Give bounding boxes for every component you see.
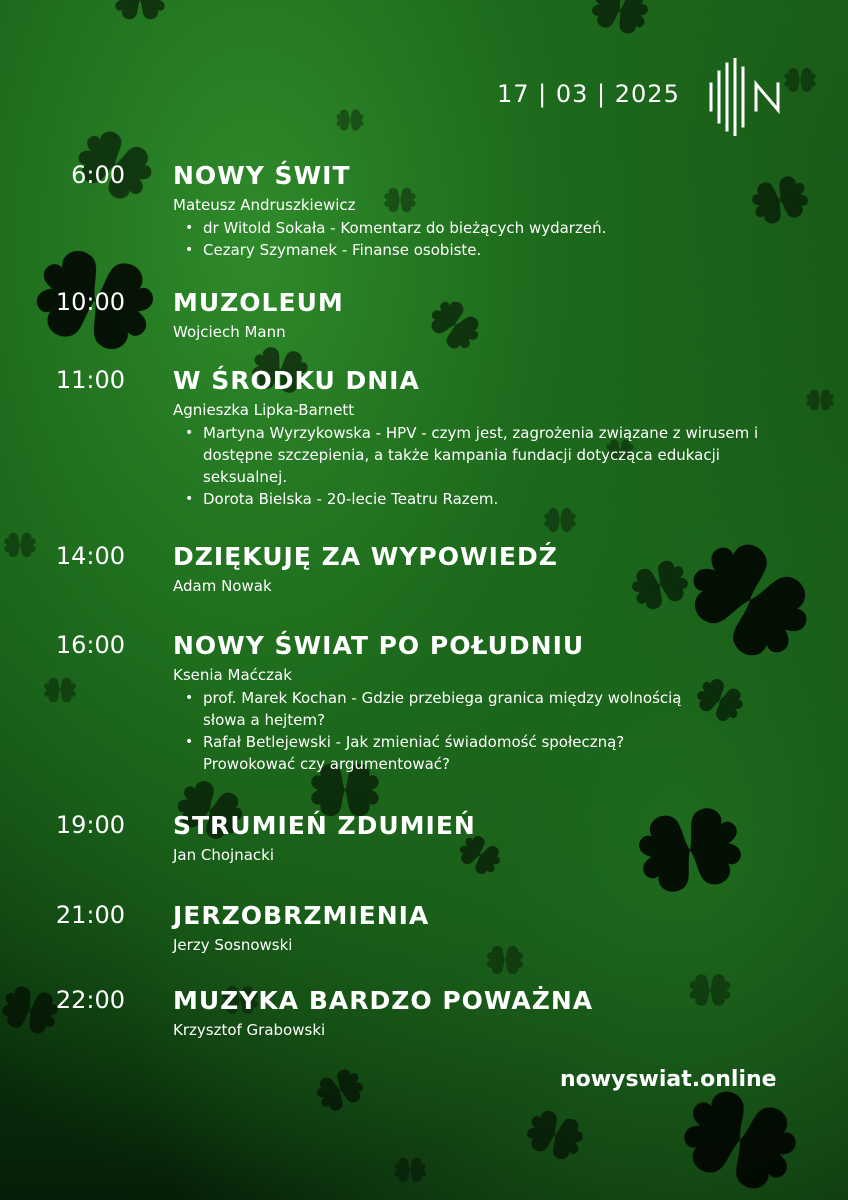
guest-item: • Cezary Szymanek - Finanse osobiste. — [173, 239, 793, 261]
slot-content — [173, 631, 793, 775]
guest-item: • prof. Marek Kochan - Gdzie przebiega granica między wolnością słowa a hejtem? — [173, 687, 713, 731]
slot-content — [173, 161, 793, 261]
guest-item: • Dorota Bielska - 20-lecie Teatru Razem. — [173, 488, 763, 510]
program-host: Jan Chojnacki — [173, 846, 275, 864]
program-title: MUZOLEUM — [173, 288, 344, 317]
slot-time: 22:00 — [55, 986, 125, 1014]
clover-icon — [337, 110, 364, 131]
slot-content — [173, 288, 793, 342]
slot-time: 14:00 — [55, 542, 125, 570]
guest-list — [173, 217, 793, 261]
clover-icon — [522, 1106, 587, 1164]
clover-icon — [44, 678, 75, 702]
clover-icon — [589, 0, 652, 37]
guest-item: • dr Witold Sokała - Komentarz do bieżących wydarzeń. — [173, 217, 793, 239]
guest-item: • Martyna Wyrzykowska - HPV - czym jest, zagrożenia związane z wirusem i dostępne szczepienia, a także kampania fundacji dotycząca edukacji seksualnej. — [173, 422, 763, 488]
slot-time: 21:00 — [55, 901, 125, 929]
broadcast-date: 17 | 03 | 2025 — [497, 80, 680, 108]
clover-icon — [115, 0, 164, 19]
program-title: DZIĘKUJĘ ZA WYPOWIEDŹ — [173, 542, 558, 571]
program-title: MUZYKA BARDZO POWAŻNA — [173, 986, 594, 1015]
slot-content — [173, 542, 793, 596]
nowy-swiat-logo-icon — [708, 58, 782, 136]
clover-icon — [312, 1065, 367, 1116]
slot-time: 19:00 — [55, 811, 125, 839]
slot-time: 10:00 — [55, 288, 125, 316]
slot-time: 16:00 — [55, 631, 125, 659]
clover-icon — [784, 68, 815, 92]
program-host: Ksenia Maćczak — [173, 666, 292, 684]
clover-icon — [807, 390, 834, 411]
program-title: NOWY ŚWIT — [173, 161, 351, 190]
clover-icon — [544, 508, 575, 532]
program-host: Krzysztof Grabowski — [173, 1021, 326, 1039]
clover-icon — [675, 1082, 805, 1198]
slot-time: 11:00 — [55, 366, 125, 394]
clover-icon — [394, 1158, 425, 1182]
program-title: NOWY ŚWIAT PO POŁUDNIU — [173, 631, 585, 660]
program-host: Mateusz Andruszkiewicz — [173, 196, 356, 214]
program-title: STRUMIEŃ ZDUMIEŃ — [173, 811, 476, 840]
program-host: Adam Nowak — [173, 577, 272, 595]
program-title: W ŚRODKU DNIA — [173, 366, 420, 395]
program-host: Jerzy Sosnowski — [173, 936, 293, 954]
program-host: Wojciech Mann — [173, 323, 286, 341]
guest-list — [173, 422, 763, 510]
slot-content — [173, 811, 793, 865]
website-link[interactable]: nowyswiat.online — [560, 1067, 777, 1092]
guest-item: • Rafał Betlejewski - Jak zmieniać świadomość społeczną? Prowokować czy argumentować? — [173, 731, 713, 775]
program-host: Agnieszka Lipka-Barnett — [173, 401, 355, 419]
slot-content — [173, 901, 793, 955]
slot-content — [173, 986, 793, 1040]
program-title: JERZOBRZMIENIA — [173, 901, 430, 930]
slot-time: 6:00 — [71, 161, 125, 189]
slot-content — [173, 366, 793, 510]
guest-list — [173, 687, 713, 775]
